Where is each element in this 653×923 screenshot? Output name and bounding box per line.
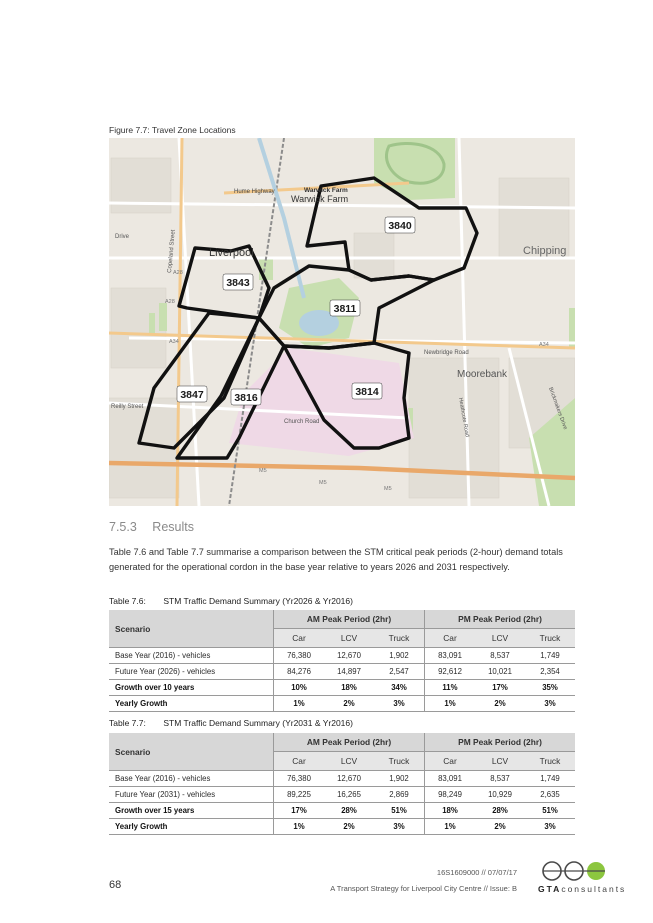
table-cell: 2% [475, 696, 525, 712]
table-cell: 16,265 [324, 787, 374, 803]
logo-text-gta: GTA [538, 884, 562, 894]
table-cell: 10,021 [475, 664, 525, 680]
table-cell: 2% [475, 819, 525, 835]
zone-3816-label: 3816 [234, 392, 258, 404]
table-cell: 12,670 [324, 648, 374, 664]
a34-label: A34 [169, 339, 179, 345]
table-row [109, 680, 575, 696]
table-cell: 84,276 [274, 664, 325, 680]
zone-3840-label: 3840 [388, 220, 412, 232]
gta-logo-text [538, 884, 626, 894]
table-cell: 2,635 [525, 787, 575, 803]
map-svg [109, 138, 575, 506]
table-cell: 2% [324, 696, 374, 712]
col-car: Car [274, 752, 325, 771]
table-cell: 17% [475, 680, 525, 696]
table-cell: 76,380 [274, 648, 325, 664]
col-car: Car [425, 629, 476, 648]
brickmakers-drive-label: Brickmakers Drive [547, 386, 569, 431]
table-cell: 3% [374, 696, 425, 712]
section-title: Results [152, 520, 194, 534]
table-row [109, 664, 575, 680]
table-7-7-caption [109, 718, 353, 728]
row-label: Future Year (2026) - vehicles [109, 664, 274, 680]
moorebank-label: Moorebank [457, 369, 508, 380]
footer-reference: 16S1609000 // 07/07/17 [436, 868, 517, 877]
table-cell: 89,225 [274, 787, 325, 803]
col-truck: Truck [525, 752, 575, 771]
table-cell: 1% [425, 696, 476, 712]
zone-3814-label: 3814 [355, 386, 379, 398]
m5-label-1: M5 [259, 468, 267, 474]
m5-label-3: M5 [384, 486, 392, 492]
col-car: Car [274, 629, 325, 648]
page-number: 68 [109, 879, 122, 891]
col-truck: Truck [374, 752, 425, 771]
logo-text-consultants: consultants [561, 884, 627, 894]
m5-label-2: M5 [319, 480, 327, 486]
table-cell: 2,547 [374, 664, 425, 680]
table-cell: 1,749 [525, 771, 575, 787]
table-cell: 34% [374, 680, 425, 696]
table-cell: 18% [324, 680, 374, 696]
zone-3843-label: 3843 [226, 277, 250, 289]
table-row [109, 803, 575, 819]
reilly-street-label: Reilly Street [111, 404, 144, 410]
table-cell: 2,869 [374, 787, 425, 803]
table-caption-text: STM Traffic Demand Summary (Yr2031 & Yr2016) [163, 718, 353, 728]
table-caption-text: STM Traffic Demand Summary (Yr2026 & Yr2016) [163, 596, 353, 606]
table-row [109, 648, 575, 664]
table-cell: 28% [475, 803, 525, 819]
table-cell: 51% [374, 803, 425, 819]
warwick-farm-label: Warwick Farm [291, 194, 349, 204]
table-cell: 1,749 [525, 648, 575, 664]
section-heading [109, 520, 194, 534]
pm-peak-header: PM Peak Period (2hr) [425, 733, 576, 752]
zone-3847-label: 3847 [180, 389, 204, 401]
table-cell: 35% [525, 680, 575, 696]
table-cell: 83,091 [425, 771, 476, 787]
col-lcv: LCV [475, 752, 525, 771]
row-label: Yearly Growth [109, 696, 274, 712]
scenario-header: Scenario [109, 733, 274, 771]
col-car: Car [425, 752, 476, 771]
table-cell: 8,537 [475, 648, 525, 664]
heathcote-road-label: Heathcote Road [457, 397, 470, 438]
table-cell: 1,902 [374, 771, 425, 787]
newbridge-road-label: Newbridge Road [424, 350, 469, 356]
table-7-7 [109, 733, 575, 835]
church-road-label: Church Road [284, 419, 320, 425]
col-lcv: LCV [324, 629, 374, 648]
table-row [109, 819, 575, 835]
table-cell: 92,612 [425, 664, 476, 680]
table-cell: 10% [274, 680, 325, 696]
table-cell: 2,354 [525, 664, 575, 680]
table-cell: 17% [274, 803, 325, 819]
footer-document-title: A Transport Strategy for Liverpool City Centre // Issue: B [330, 884, 517, 893]
table-cell: 3% [374, 819, 425, 835]
table-cell: 51% [525, 803, 575, 819]
a28-label: A28 [165, 299, 175, 305]
a28-label-2: A28 [173, 270, 183, 276]
table-cell: 2% [324, 819, 374, 835]
section-number: 7.5.3 [109, 520, 137, 534]
pm-peak-header: PM Peak Period (2hr) [425, 610, 576, 629]
table-cell: 3% [525, 819, 575, 835]
liverpool-label: Liverpool [209, 247, 254, 259]
col-truck: Truck [525, 629, 575, 648]
table-cell: 10,929 [475, 787, 525, 803]
col-lcv: LCV [475, 629, 525, 648]
row-label: Base Year (2016) - vehicles [109, 771, 274, 787]
col-truck: Truck [374, 629, 425, 648]
table-row [109, 771, 575, 787]
row-label: Growth over 15 years [109, 803, 274, 819]
hill-drive-label: Drive [115, 234, 130, 240]
chipping-label: Chipping [523, 245, 567, 257]
row-label: Base Year (2016) - vehicles [109, 648, 274, 664]
table-cell: 98,249 [425, 787, 476, 803]
table-cell: 18% [425, 803, 476, 819]
table-cell: 3% [525, 696, 575, 712]
hume-highway-label: Hume Highway [234, 189, 275, 195]
table-cell: 11% [425, 680, 476, 696]
table-7-6 [109, 610, 575, 712]
scenario-header: Scenario [109, 610, 274, 648]
col-lcv: LCV [324, 752, 374, 771]
copeland-street-label: Copeland Street [167, 229, 177, 274]
table-cell: 1,902 [374, 648, 425, 664]
table-cell: 1% [274, 819, 325, 835]
table-cell: 83,091 [425, 648, 476, 664]
table-caption-label: Table 7.7: [109, 718, 146, 728]
results-paragraph: Table 7.6 and Table 7.7 summarise a comparison between the STM critical peak periods (2-hour) demand totals generated for the operational cordon in the base year relative to years 2026 and 2031 respectively. [109, 547, 563, 572]
newbridge-a34-label: A34 [539, 342, 549, 348]
table-7-6-caption [109, 596, 353, 606]
table-cell: 1% [425, 819, 476, 835]
table-cell: 12,670 [324, 771, 374, 787]
am-peak-header: AM Peak Period (2hr) [274, 610, 425, 629]
am-peak-header: AM Peak Period (2hr) [274, 733, 425, 752]
row-label: Yearly Growth [109, 819, 274, 835]
row-label: Growth over 10 years [109, 680, 274, 696]
table-cell: 8,537 [475, 771, 525, 787]
travel-zone-map [109, 138, 575, 506]
figure-caption: Figure 7.7: Travel Zone Locations [109, 125, 236, 135]
table-cell: 76,380 [274, 771, 325, 787]
row-label: Future Year (2031) - vehicles [109, 787, 274, 803]
table-cell: 14,897 [324, 664, 374, 680]
zone-3811-label: 3811 [333, 303, 357, 315]
warwick-farm-small-label: Warwick Farm [304, 187, 348, 194]
table-caption-label: Table 7.6: [109, 596, 146, 606]
table-cell: 1% [274, 696, 325, 712]
table-row [109, 696, 575, 712]
table-row [109, 787, 575, 803]
table-cell: 28% [324, 803, 374, 819]
